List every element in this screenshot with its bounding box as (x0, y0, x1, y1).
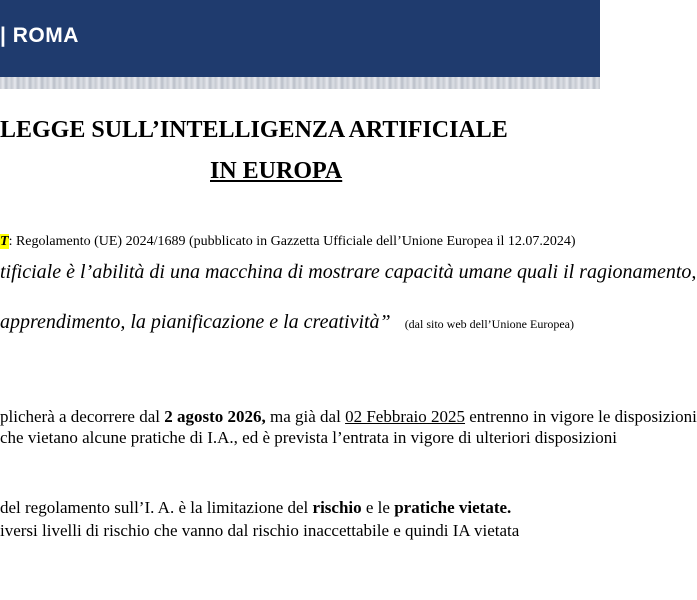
paragraph-risk-line1 (0, 498, 511, 518)
decorative-strip (0, 77, 600, 89)
paragraph-dates-line2: che vietano alcune pratiche di I.A., ed è prevista l’entrata in vigore di ulteriori disposizioni (0, 428, 617, 447)
text-segment: plicherà a decorrere dal (0, 407, 165, 426)
paragraph-risk-line2: iversi livelli di rischio che vanno dal rischio inaccettabile e quindi IA vietata (0, 521, 520, 540)
date-february-2025: 02 Febbraio 2025 (345, 407, 466, 426)
text-segment: e le (361, 498, 395, 517)
document-title-line1: LEGGE SULL’INTELLIGENZA ARTIFICIALE (0, 117, 508, 143)
text-segment: ma già dal (265, 407, 346, 426)
definition-quote-line1: tificiale è l’abilità di una macchina di mostrare capacità umane quali il ragionamento, (0, 261, 697, 283)
regulation-reference (0, 234, 576, 250)
date-august-2026: 2 agosto 2026, (164, 407, 266, 426)
keyword-rischio: rischio (312, 498, 362, 517)
paragraph-dates-line1 (0, 407, 697, 427)
header-title: | ROMA (0, 24, 79, 47)
reference-text: : Regolamento (UE) 2024/1689 (pubblicato in Gazzetta Ufficiale dell’Unione Europea il 12.07.2024) (8, 234, 576, 249)
keyword-pratiche-vietate: pratiche vietate. (394, 498, 512, 517)
header-bar (0, 0, 600, 77)
quote-text: apprendimento, la pianificazione e la creatività” (0, 311, 391, 333)
quote-source: (dal sito web dell’Unione Europea) (404, 317, 574, 331)
text-segment: entrenno in vigore le disposizioni (465, 407, 697, 426)
text-segment: del regolamento sull’I. A. è la limitazione del (0, 498, 313, 517)
definition-quote-line2 (0, 311, 574, 334)
highlight-mark: T (0, 234, 9, 249)
document-title-line2: IN EUROPA (210, 158, 343, 184)
